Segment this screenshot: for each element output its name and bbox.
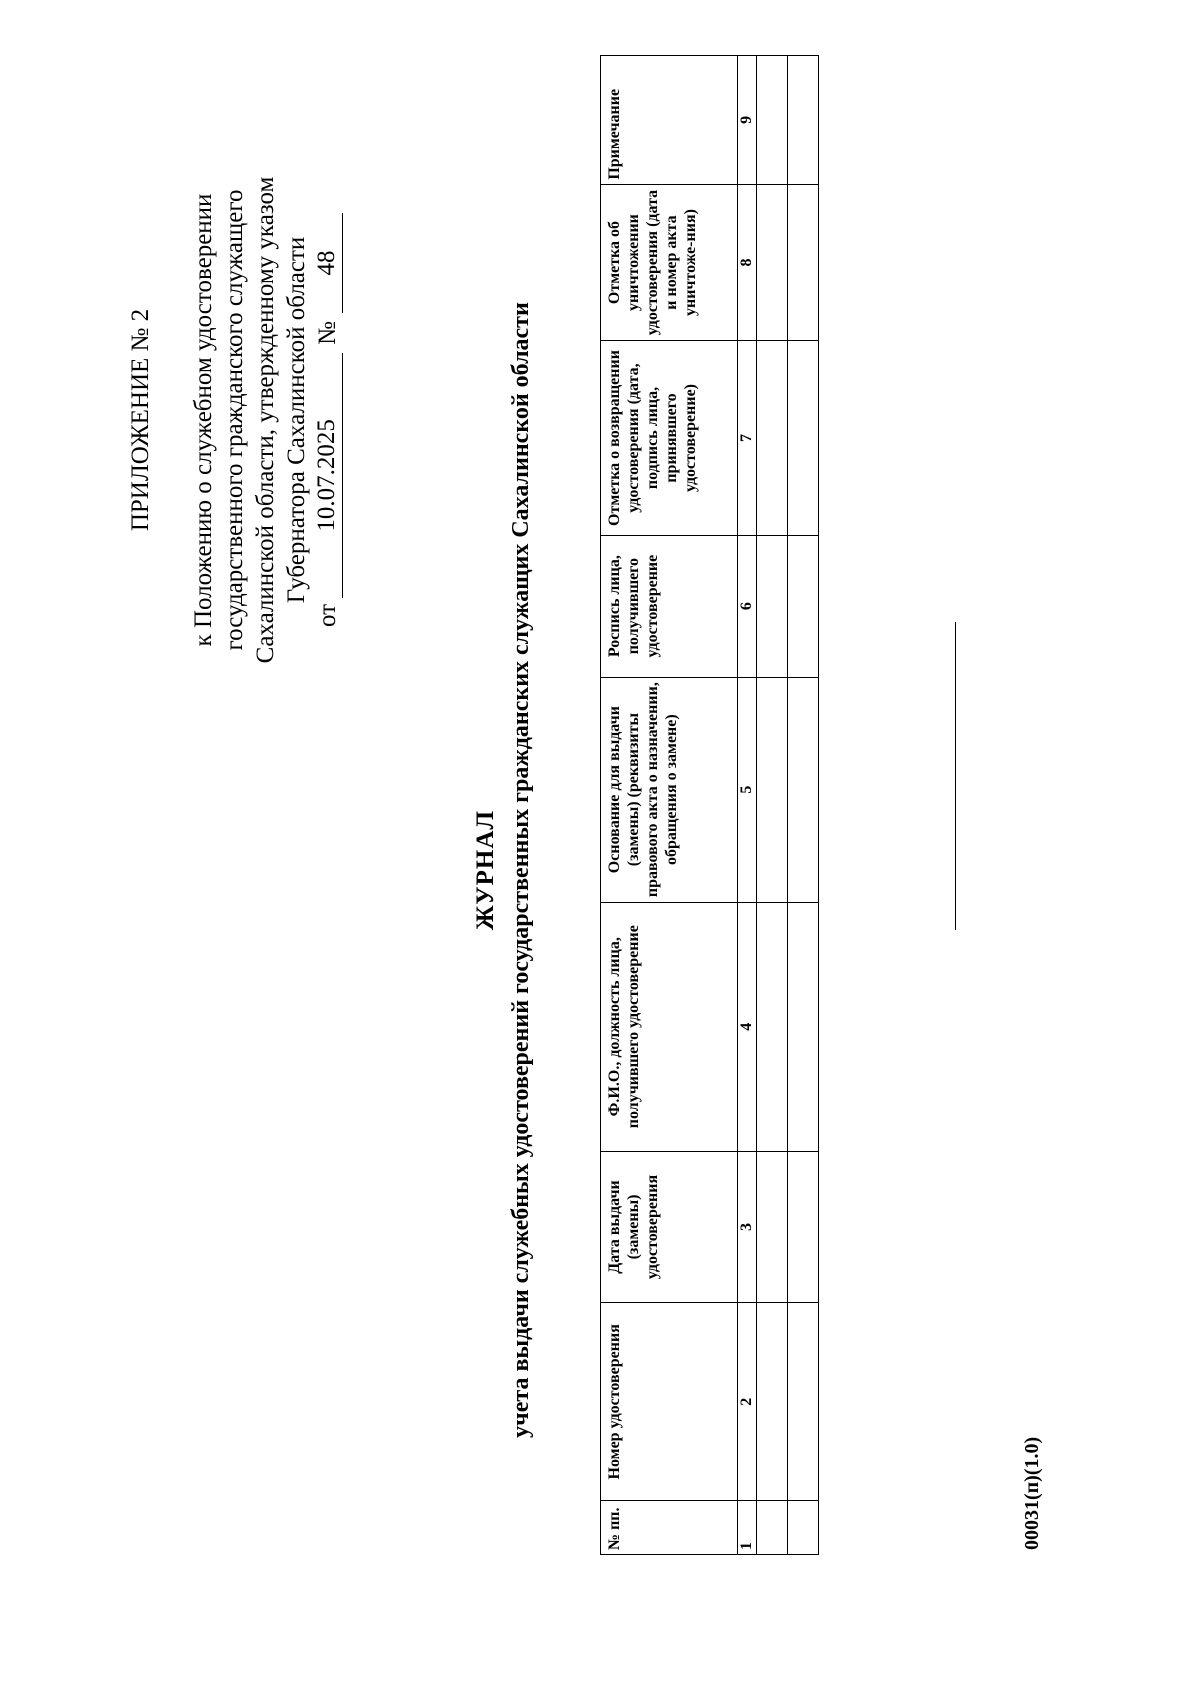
table-cell — [788, 677, 819, 902]
column-header: Дата выдачи (замены) удостоверения — [601, 1151, 738, 1302]
table-cell — [757, 184, 788, 341]
column-number-row — [738, 56, 757, 1555]
table-cell — [788, 902, 819, 1151]
table-cell — [788, 535, 819, 677]
table-cell — [757, 677, 788, 902]
table-cell — [757, 1151, 788, 1302]
table-cell — [788, 184, 819, 341]
table-header-row — [601, 56, 738, 1555]
appendix-line: государственного гражданского служащего — [221, 189, 248, 651]
journal-title-block — [468, 160, 538, 1580]
column-header: Номер удостоверения — [601, 1303, 738, 1501]
decree-number: 48 — [312, 213, 343, 313]
table-cell — [788, 1501, 819, 1555]
document-code: 00031(п)(1.0) — [1021, 1436, 1043, 1550]
table-cell — [788, 56, 819, 185]
appendix-line: Сахалинской области, утвержденному указом — [252, 176, 279, 664]
decree-date: 10.07.2025 — [312, 353, 343, 598]
separator-line — [955, 622, 956, 930]
column-number: 9 — [738, 56, 757, 185]
journal-title: ЖУРНАЛ — [472, 809, 499, 931]
table-cell — [788, 1303, 819, 1501]
column-header: Примечание — [601, 56, 738, 185]
appendix-line: Губернатора Сахалинской области — [283, 236, 310, 604]
column-header: Ф.И.О., должность лица, получившего удостоверение — [601, 902, 738, 1151]
table-cell — [757, 1303, 788, 1501]
column-number: 3 — [738, 1151, 757, 1302]
table-row — [788, 56, 819, 1555]
appendix-line: к Положению о служебном удостоверении — [190, 193, 217, 647]
column-number: 6 — [738, 535, 757, 677]
column-header: Отметка о возвращении удостоверения (дата, подпись лица, принявшего удостоверение) — [601, 341, 738, 535]
table-cell — [757, 56, 788, 185]
table-cell — [757, 1501, 788, 1555]
column-header: Отметка об уничтожении удостоверения (дата и номер акта уничтоже-ния) — [601, 184, 738, 341]
column-number: 4 — [738, 902, 757, 1151]
column-number: 1 — [738, 1501, 757, 1555]
column-header: Основание для выдачи (замены) (реквизиты правового акта о назначении, обращения о замене) — [601, 677, 738, 902]
column-number: 7 — [738, 341, 757, 535]
journal-table — [600, 55, 819, 1555]
table-row — [757, 56, 788, 1555]
table-cell — [788, 341, 819, 535]
table-cell — [757, 902, 788, 1151]
appendix-date-number-line — [312, 140, 343, 700]
appendix-title: ПРИЛОЖЕНИЕ № 2 — [127, 308, 154, 532]
table-cell — [757, 341, 788, 535]
column-number: 5 — [738, 677, 757, 902]
column-header: Роспись лица, получившего удостоверение — [601, 535, 738, 677]
column-number: 8 — [738, 184, 757, 341]
column-number: 2 — [738, 1303, 757, 1501]
from-label: от — [314, 603, 341, 627]
journal-subtitle: учета выдачи служебных удостоверений государственных гражданских служащих Сахалинской области — [508, 302, 534, 1438]
number-label: № — [314, 321, 341, 345]
table-cell — [788, 1151, 819, 1302]
table-cell — [757, 535, 788, 677]
column-header: № пп. — [601, 1501, 738, 1555]
appendix-block — [125, 140, 343, 700]
